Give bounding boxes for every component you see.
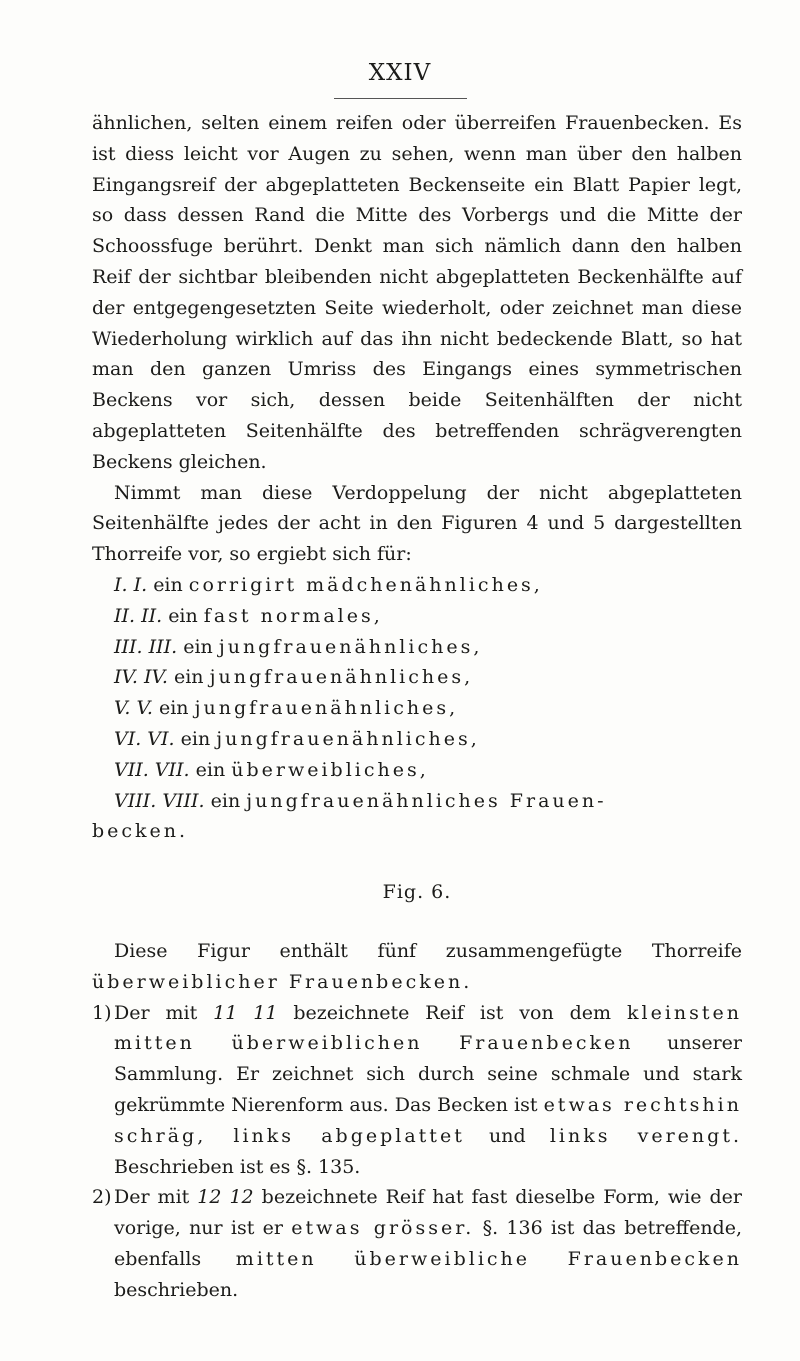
page-number-header: XXIV [368,60,432,86]
figure-title: Fig. 6. [382,881,452,904]
body-text [92,108,742,1305]
numbered-item: 2) Der mit 12 12 bezeichnete Reif hat fast dieselbe Form, wie der vorige, nur ist er etwas grösser. §. 136 ist das betreffende, ebenfalls mitten überweibliche Frauenbecken beschrieben. [92,1186,743,1301]
numbered-item: 1) Der mit 11 11 bezeichnete Reif ist von dem kleinsten mitten überweiblichen Frauenbecken unserer Sammlung. Er zeichnet sich durch seine schmale und stark gekrümmte Nierenform aus. Das Becken ist etwas rechtshin schräg, links abgeplattet und links verengt. Beschrieben ist es §. 135. [92,1001,743,1178]
list-item: III. III. ein jungfrauenähnliches, [114,635,483,658]
list-item: I. I. ein corrigirt mädchenähnliches, [114,573,543,596]
list-item: II. II. ein fast normales, [114,604,383,627]
list-item: VI. VI. ein jungfrauenähnliches, [114,727,480,750]
list-item: VIII. VIII. ein jungfrauenähnliches Frauen- [114,789,607,812]
list-item: VII. VII. ein überweibliches, [114,758,429,781]
list-item: V. V. ein jungfrauenähnliches, [114,697,459,720]
list-item-continuation: becken. [92,820,189,843]
header-rule [334,98,467,99]
list-item: IV. IV. ein jungfrauenähnliches, [114,666,474,689]
paragraph: Nimmt man diese Verdoppelung der nicht abgeplatteten Seitenhälfte jedes der acht in den Figuren 4 und 5 dargestellten Thorreife vor, so ergiebt sich für: [92,481,742,566]
paragraph: Diese Figur enthält fünf zusammengefügte Thorreife überweiblicher Frauenbecken. [92,939,742,993]
paragraph: ähnlichen, selten einem reifen oder überreifen Frauenbecken. Es ist diess leicht vor Augen zu sehen, wenn man über den halben Eingangsreif der abgeplatteten Beckenseite ein Blatt Papier legt, so dass dessen Rand die Mitte des Vorbergs und die Mitte der Schoossfuge berührt. Denkt man sich nämlich dann den halben Reif der sichtbar bleibenden nicht abgeplatteten Beckenhälfte auf der entgegengesetzten Seite wiederholt, oder zeichnet man diese Wiederholung wirklich auf das ihn nicht bedeckende Blatt, so hat man den ganzen Umriss des Eingangs eines symmetrischen Beckens vor sich, dessen beide Seitenhälften der nicht abgeplatteten Seitenhälfte des betreffenden schrägverengten Beckens gleichen. [92,112,742,473]
